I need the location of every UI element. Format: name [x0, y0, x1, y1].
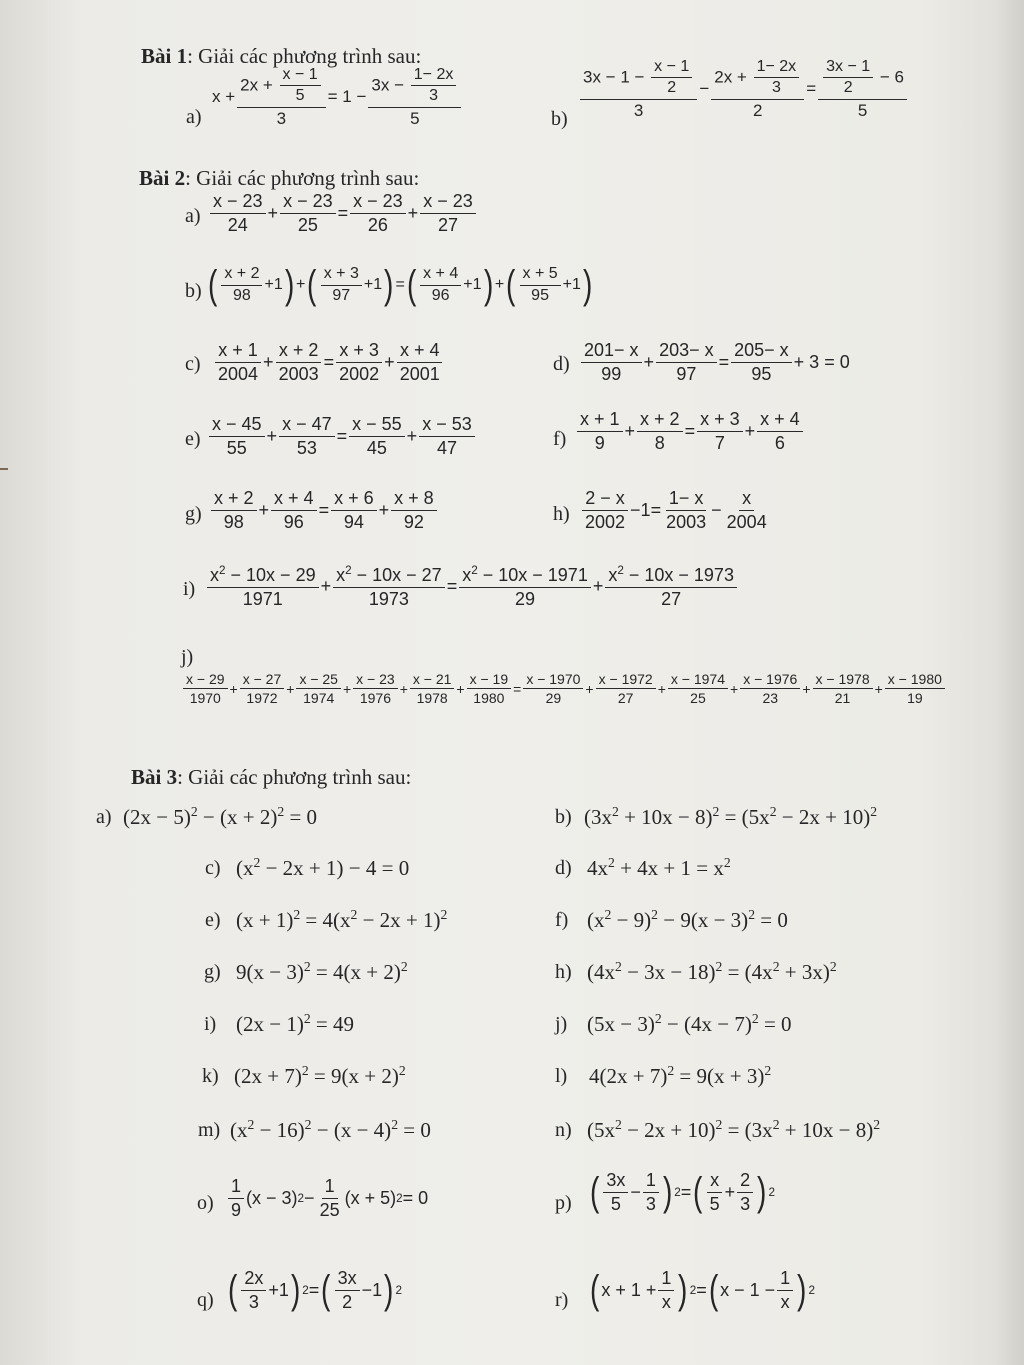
ex2-h-equation: $\frac{2 - x}{2002}$ −1= $\frac{1- x}{2003}$ − $\frac{x}{2004}$ [580, 488, 772, 532]
ex3-e-equation: $(x + 1)^2 = 4(x^2 - 2x + 1)^2$ [236, 907, 448, 932]
exercise-2-number: Bài 2 [139, 166, 186, 190]
ex3-i-equation: $(2x - 1)^2 = 49$ [236, 1011, 355, 1036]
ex2-i-equation: $\frac{x^2 - 10x - 29}{1971}$ + $\frac{x^2 - 10x - 27}{1973}$ = $\frac{x^2 - 10x - 1971}{29}$ + $\frac{x^2 - 10x - 1973}{27}$ [205, 564, 739, 609]
edge-mark [0, 468, 8, 470]
ex2-g-label: g) [185, 503, 202, 525]
ex2-e-equation: $\frac{x - 45}{55}$ + $\frac{x - 47}{53}$ = $\frac{x - 55}{45}$ + $\frac{x - 53}{47}$ [207, 414, 477, 458]
exercise-3-number: Bài 3 [131, 765, 178, 789]
ex3-k-label: k) [202, 1065, 219, 1087]
ex3-k-equation: $(2x + 7)^2 = 9(x + 2)^2$ [234, 1063, 406, 1088]
ex3-c-label: c) [205, 857, 221, 879]
ex3-j-equation: $(5x - 3)^2 - (4x - 7)^2 = 0$ [587, 1011, 792, 1036]
ex3-m-equation: $(x^2 - 16)^2 - (x - 4)^2 = 0$ [230, 1117, 431, 1142]
ex3-b-label: b) [555, 806, 572, 828]
ex2-j-label: j) [181, 646, 194, 668]
ex3-q-equation: ( $\frac{2x}{3}$ +1 ) 2 = ( $\frac{3x}{2}$ −1 ) 2 [227, 1268, 402, 1313]
ex3-l-equation: $4(2x + 7)^2 = 9(x + 3)^2$ [589, 1063, 772, 1088]
ex3-a-equation: $(2x - 5)^2 - (x + 2)^2 = 0$ [123, 804, 318, 829]
ex2-b-label: b) [185, 280, 202, 302]
ex2-f-label: f) [553, 428, 567, 450]
ex2-a-label: a) [185, 205, 201, 227]
ex2-d-label: d) [553, 353, 570, 375]
ex2-g-equation: $\frac{x + 2}{98}$ + $\frac{x + 4}{96}$ = $\frac{x + 6}{94}$ + $\frac{x + 8}{92}$ [209, 488, 439, 532]
ex2-i-label: i) [183, 578, 196, 600]
ex3-g-equation: $9(x - 3)^2 = 4(x + 2)^2$ [236, 959, 408, 984]
ex2-c-equation: $\frac{x + 1}{2004}$ + $\frac{x + 2}{2003}$ = $\frac{x + 3}{2002}$ + $\frac{x + 4}{2001}$ [213, 340, 445, 384]
ex3-e-label: e) [205, 909, 221, 931]
ex3-o-label: o) [197, 1192, 214, 1214]
ex3-l-label: l) [555, 1065, 568, 1087]
exercise-2-instruction: : Giải các phương trình sau: [185, 166, 420, 190]
ex1-a-label: a) [186, 106, 202, 128]
ex2-h-label: h) [553, 503, 570, 525]
ex3-n-label: n) [555, 1119, 572, 1141]
ex3-j-label: j) [555, 1013, 568, 1035]
ex3-g-label: g) [204, 961, 221, 983]
ex2-b-equation: ( $\frac{x + 2}{98}$ +1 ) + ( $\frac{x + 3}{97}$ +1 ) = ( $\frac{x + 4}{96}$ +1 ) + ( $\frac{x + 5}{95}$ +1 ) [207, 263, 593, 307]
ex1-b-label: b) [551, 108, 568, 130]
ex3-d-label: d) [555, 857, 572, 879]
ex2-c-label: c) [185, 353, 201, 375]
ex3-m-label: m) [198, 1119, 221, 1141]
ex3-c-equation: $(x^2 - 2x + 1) - 4 = 0$ [236, 855, 410, 880]
ex1-a-equation: x + 2x + $\frac{x - 1}{5}$ 3 = 1 − 3x − $\frac{1- 2x}{3}$ 5 [212, 66, 463, 128]
ex3-h-equation: $(4x^2 - 3x - 18)^2 = (4x^2 + 3x)^2$ [587, 959, 837, 984]
ex3-p-label: p) [555, 1192, 572, 1214]
page-shadow [994, 0, 1024, 1365]
exercise-1-instruction: : Giải các phương trình sau: [187, 44, 422, 68]
ex3-a-label: a) [96, 806, 112, 828]
ex3-n-equation: $(5x^2 - 2x + 10)^2 = (3x^2 + 10x - 8)^2$ [587, 1117, 881, 1142]
ex3-p-equation: ( $\frac{3x}{5}$ − $\frac{1}{3}$ ) 2 = ( $\frac{x}{5}$ + $\frac{2}{3}$ ) 2 [589, 1170, 775, 1215]
ex2-j-equation: $\frac{x - 29}{1970}$ + $\frac{x - 27}{1972}$ + $\frac{x - 25}{1974}$ + $\frac{x - 23}{1976}$ + $\frac{x - 21}{1978}$ + $\frac{x - 19}{1980}$ = $\frac{x - 1970}{29}$ + $\frac{x - 1972}{27}$ + $\frac{x - 1974}{25}$ + $\frac{x - 1976}{23}$ + $\frac{x - 1978}{21}$ + $\frac{x - 1980}{19}$ [181, 671, 947, 706]
ex3-d-equation: $4x^2 + 4x + 1 = x^2$ [587, 855, 731, 880]
ex3-f-equation: $(x^2 - 9)^2 - 9(x - 3)^2 = 0$ [587, 907, 788, 932]
exercise-3-title [131, 765, 411, 790]
ex3-o-equation: $\frac{1}{9}$ (x − 3) 2 − $\frac{1}{25}$ (x + 5) 2 = 0 [226, 1176, 428, 1220]
ex3-q-label: q) [197, 1289, 214, 1311]
ex2-f-equation: $\frac{x + 1}{9}$ + $\frac{x + 2}{8}$ = $\frac{x + 3}{7}$ + $\frac{x + 4}{6}$ [575, 409, 805, 453]
ex2-e-label: e) [185, 428, 201, 450]
ex2-a-equation: $\frac{x - 23}{24}$ + $\frac{x - 23}{25}$ = $\frac{x - 23}{26}$ + $\frac{x - 23}{27}$ [208, 191, 478, 235]
ex2-d-equation: $\frac{201- x}{99}$ + $\frac{203- x}{97}$ = $\frac{205- x}{95}$ + 3 = 0 [579, 340, 850, 384]
ex3-r-label: r) [555, 1289, 569, 1311]
ex1-b-equation: 3x − 1 − $\frac{x - 1}{2}$ 3 − 2x + $\frac{1- 2x}{3}$ 2 = $\frac{3x - 1}{2}$ − 6 5 [578, 58, 909, 120]
ex3-i-label: i) [204, 1013, 217, 1035]
ex3-r-equation: ( x + 1 + $\frac{1}{x}$ ) 2 = ( x − 1 − $\frac{1}{x}$ ) 2 [589, 1268, 815, 1313]
ex3-f-label: f) [555, 909, 569, 931]
exercise-1-number: Bài 1 [141, 44, 188, 68]
exercise-3-instruction: : Giải các phương trình sau: [177, 765, 412, 789]
ex3-b-equation: $(3x^2 + 10x - 8)^2 = (5x^2 - 2x + 10)^2$ [584, 804, 878, 829]
exercise-2-title [139, 166, 419, 191]
ex3-h-label: h) [555, 961, 572, 983]
